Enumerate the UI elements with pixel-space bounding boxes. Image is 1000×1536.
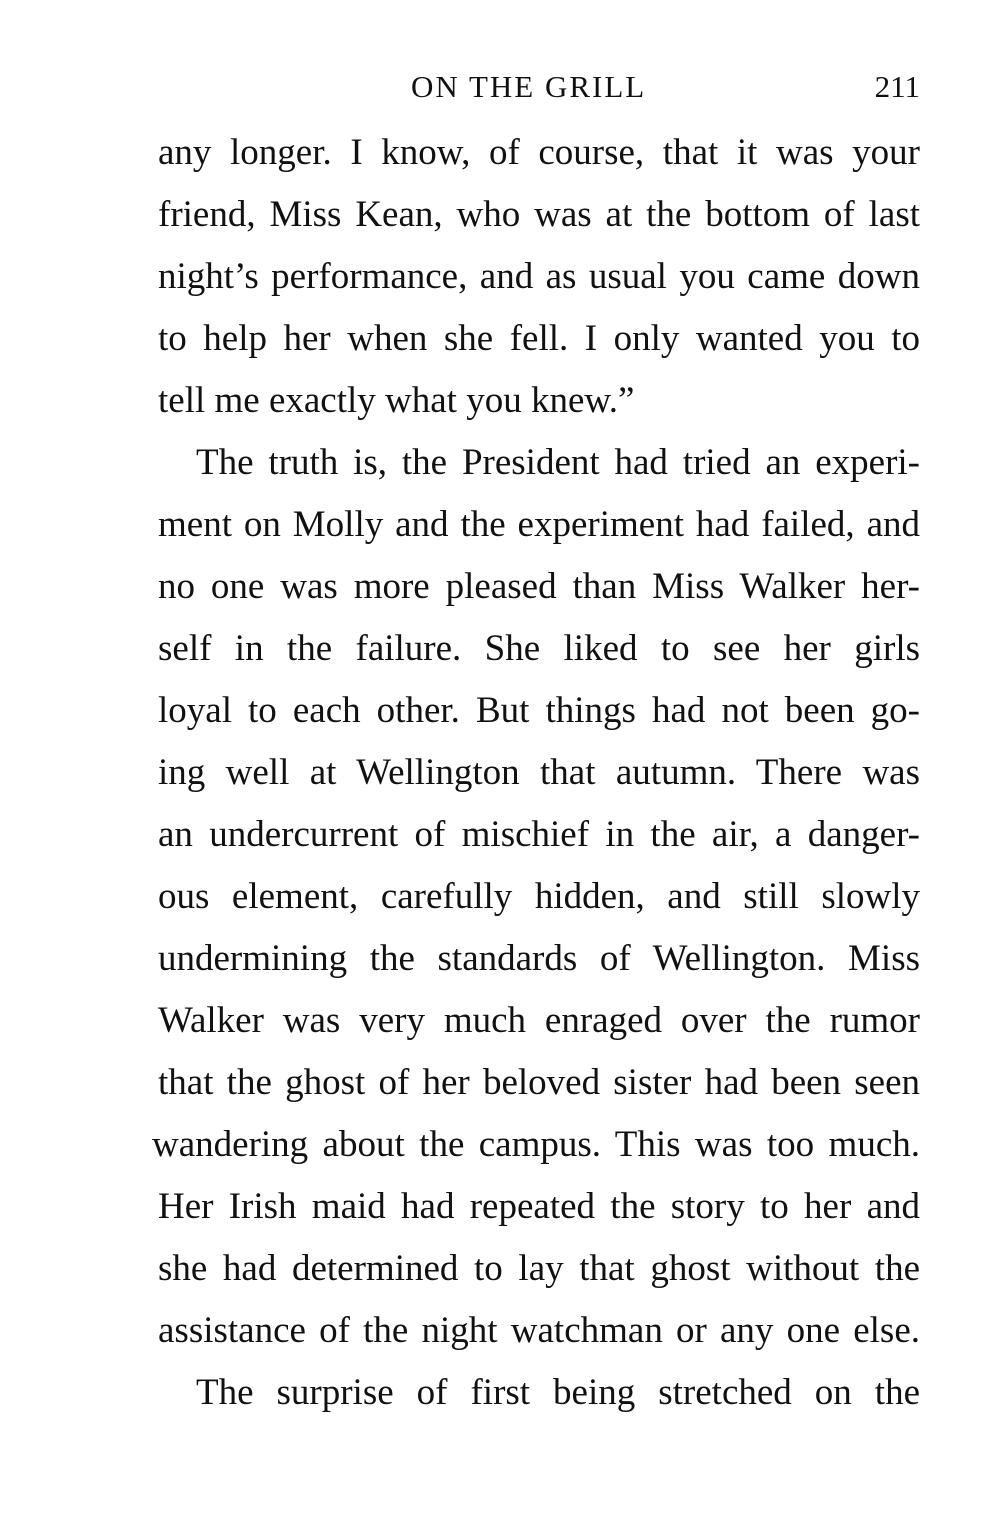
text-line: wandering about the campus. This was too much. [152,1124,920,1165]
text-line: any longer. I know, of course, that it was your [158,132,920,173]
text-line: ing well at Wellington that autumn. There was [158,752,920,793]
running-header [158,62,920,112]
text-line: Her Irish maid had repeated the story to her and [158,1186,920,1227]
text-line: The truth is, the President had tried an experi- [196,442,920,483]
text-line: an undercurrent of mischief in the air, a danger- [158,814,920,855]
text-line: she had determined to lay that ghost without the [158,1248,920,1289]
text-line: to help her when she fell. I only wanted you to [158,318,920,359]
text-line: tell me exactly what you knew.” [158,380,635,421]
text-line: assistance of the night watchman or any one else. [158,1310,920,1351]
text-line: ous element, carefully hidden, and still slowly [158,876,920,917]
running-head-title: ON THE GRILL [411,69,647,104]
text-line: undermining the standards of Wellington. Miss [158,938,920,979]
text-line: ment on Molly and the experiment had failed, and [158,504,920,545]
text-line: loyal to each other. But things had not been go- [158,690,920,731]
body-text [152,122,920,1424]
text-line: friend, Miss Kean, who was at the bottom of last [158,194,920,235]
text-line: The surprise of first being stretched on the [196,1372,920,1413]
text-line: no one was more pleased than Miss Walker her- [158,566,920,607]
text-line: Walker was very much enraged over the rumor [158,1000,920,1041]
text-line: night’s performance, and as usual you came down [158,256,920,297]
page-number: 211 [874,69,920,104]
text-line: self in the failure. She liked to see her girls [158,628,920,669]
text-line: that the ghost of her beloved sister had been seen [158,1062,920,1103]
